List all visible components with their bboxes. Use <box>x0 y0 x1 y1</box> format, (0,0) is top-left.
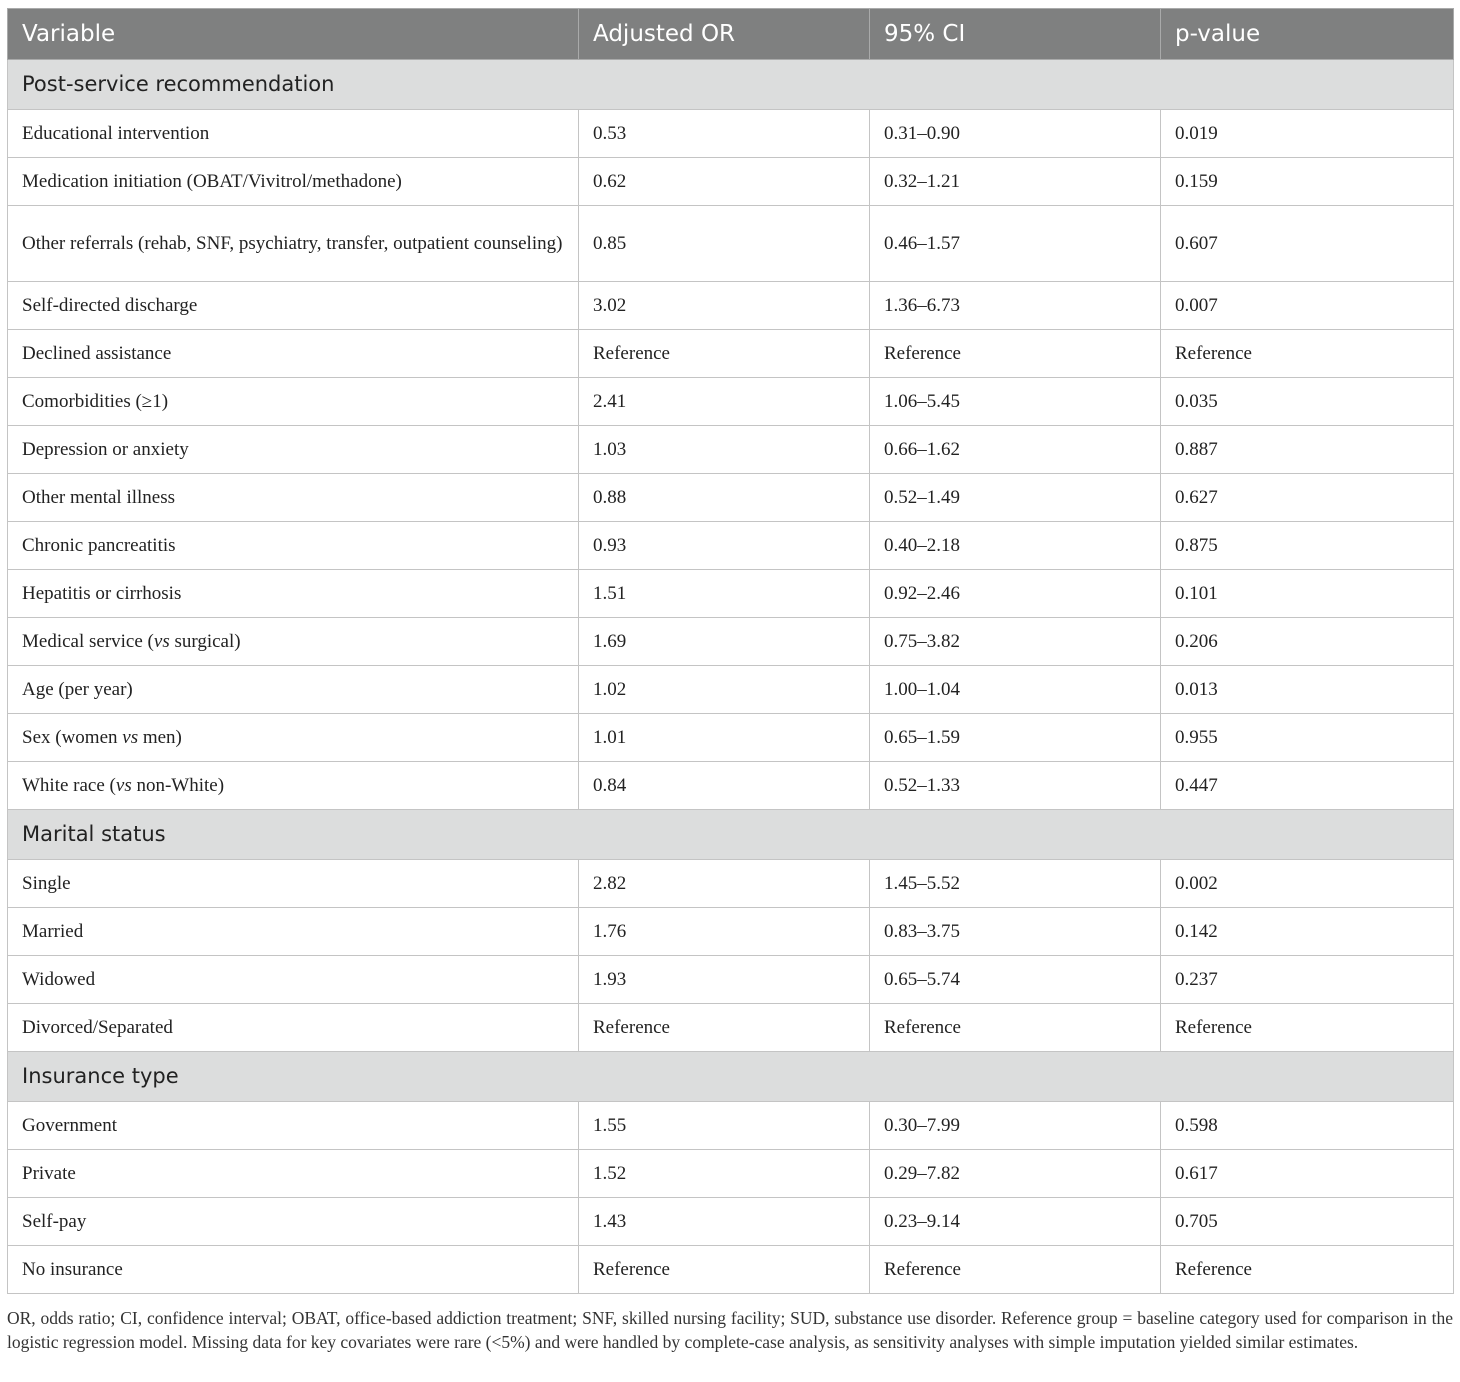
cell-p-value: 0.447 <box>1161 762 1454 810</box>
table-row <box>8 570 1454 618</box>
cell-p-value: 0.617 <box>1161 1150 1454 1198</box>
cell-p-value: 0.035 <box>1161 378 1454 426</box>
table-row <box>8 1198 1454 1246</box>
cell-ci: 0.30–7.99 <box>870 1102 1161 1150</box>
cell-variable: Hepatitis or cirrhosis <box>8 570 579 618</box>
cell-variable: Divorced/Separated <box>8 1004 579 1052</box>
cell-adjusted-or: 0.53 <box>579 110 870 158</box>
cell-variable: Other referrals (rehab, SNF, psychiatry, transfer, outpatient counseling) <box>8 206 579 282</box>
cell-ci: 0.65–5.74 <box>870 956 1161 1004</box>
header-adjusted-or: Adjusted OR <box>579 9 870 60</box>
cell-ci: 1.06–5.45 <box>870 378 1161 426</box>
cell-p-value: 0.955 <box>1161 714 1454 762</box>
cell-variable: Private <box>8 1150 579 1198</box>
cell-ci: Reference <box>870 1246 1161 1294</box>
table-row <box>8 618 1454 666</box>
cell-variable: Depression or anxiety <box>8 426 579 474</box>
cell-ci: 0.75–3.82 <box>870 618 1161 666</box>
cell-adjusted-or: 0.88 <box>579 474 870 522</box>
table-row <box>8 206 1454 282</box>
section-row <box>8 810 1454 860</box>
cell-ci: 0.66–1.62 <box>870 426 1161 474</box>
cell-variable: Government <box>8 1102 579 1150</box>
cell-variable: Widowed <box>8 956 579 1004</box>
cell-p-value: Reference <box>1161 1004 1454 1052</box>
cell-ci: 0.65–1.59 <box>870 714 1161 762</box>
cell-variable: Comorbidities (≥1) <box>8 378 579 426</box>
table-row <box>8 860 1454 908</box>
cell-p-value: 0.598 <box>1161 1102 1454 1150</box>
cell-adjusted-or: 1.52 <box>579 1150 870 1198</box>
cell-p-value: 0.013 <box>1161 666 1454 714</box>
table-row <box>8 378 1454 426</box>
cell-variable: Other mental illness <box>8 474 579 522</box>
cell-adjusted-or: 1.93 <box>579 956 870 1004</box>
table-row <box>8 714 1454 762</box>
cell-ci: 0.46–1.57 <box>870 206 1161 282</box>
table-row <box>8 282 1454 330</box>
table-row <box>8 158 1454 206</box>
cell-adjusted-or: 0.85 <box>579 206 870 282</box>
header-row <box>8 9 1454 60</box>
table-row <box>8 426 1454 474</box>
cell-adjusted-or: 3.02 <box>579 282 870 330</box>
header-ci: 95% CI <box>870 9 1161 60</box>
cell-ci: 0.83–3.75 <box>870 908 1161 956</box>
cell-adjusted-or: 0.93 <box>579 522 870 570</box>
cell-p-value: 0.887 <box>1161 426 1454 474</box>
table-row <box>8 1102 1454 1150</box>
cell-p-value: Reference <box>1161 330 1454 378</box>
header-variable: Variable <box>8 9 579 60</box>
cell-adjusted-or: Reference <box>579 330 870 378</box>
cell-ci: 0.32–1.21 <box>870 158 1161 206</box>
cell-adjusted-or: 1.02 <box>579 666 870 714</box>
cell-variable: White race (vs non-White) <box>8 762 579 810</box>
cell-adjusted-or: 1.01 <box>579 714 870 762</box>
regression-table-container <box>7 8 1453 1294</box>
table-row <box>8 474 1454 522</box>
table-row <box>8 762 1454 810</box>
cell-variable: No insurance <box>8 1246 579 1294</box>
cell-adjusted-or: Reference <box>579 1004 870 1052</box>
cell-adjusted-or: 2.82 <box>579 860 870 908</box>
cell-ci: 0.29–7.82 <box>870 1150 1161 1198</box>
cell-ci: 0.52–1.33 <box>870 762 1161 810</box>
cell-p-value: 0.159 <box>1161 158 1454 206</box>
header-p-value: p-value <box>1161 9 1454 60</box>
cell-p-value: 0.101 <box>1161 570 1454 618</box>
table-row <box>8 330 1454 378</box>
cell-variable: Married <box>8 908 579 956</box>
cell-variable: Educational intervention <box>8 110 579 158</box>
cell-adjusted-or: 1.76 <box>579 908 870 956</box>
cell-adjusted-or: 1.69 <box>579 618 870 666</box>
cell-variable: Self-directed discharge <box>8 282 579 330</box>
cell-ci: 1.00–1.04 <box>870 666 1161 714</box>
cell-variable: Single <box>8 860 579 908</box>
cell-p-value: 0.237 <box>1161 956 1454 1004</box>
cell-p-value: 0.875 <box>1161 522 1454 570</box>
cell-adjusted-or: 0.84 <box>579 762 870 810</box>
cell-adjusted-or: 2.41 <box>579 378 870 426</box>
table-row <box>8 666 1454 714</box>
cell-variable: Chronic pancreatitis <box>8 522 579 570</box>
cell-ci: 0.52–1.49 <box>870 474 1161 522</box>
cell-ci: 0.23–9.14 <box>870 1198 1161 1246</box>
section-row <box>8 1052 1454 1102</box>
cell-p-value: 0.142 <box>1161 908 1454 956</box>
cell-p-value: Reference <box>1161 1246 1454 1294</box>
cell-adjusted-or: 1.51 <box>579 570 870 618</box>
cell-p-value: 0.705 <box>1161 1198 1454 1246</box>
table-row <box>8 1246 1454 1294</box>
regression-table <box>7 8 1454 1294</box>
table-row <box>8 1150 1454 1198</box>
table-row <box>8 110 1454 158</box>
cell-p-value: 0.007 <box>1161 282 1454 330</box>
cell-adjusted-or: 1.55 <box>579 1102 870 1150</box>
cell-ci: 1.45–5.52 <box>870 860 1161 908</box>
cell-ci: 0.92–2.46 <box>870 570 1161 618</box>
table-footnote: OR, odds ratio; CI, confidence interval; OBAT, office-based addiction treatment; SNF, skilled nursing facility; SUD, substance use disorder. Reference group = baseline category used for comparison in the logistic regression model. Missing data for key covariates were rare (<5%) and were handled by complete-case analysis, as sensitivity analyses with simple imputation yielded similar estimates. <box>7 1308 1453 1352</box>
cell-ci: 1.36–6.73 <box>870 282 1161 330</box>
table-row <box>8 908 1454 956</box>
cell-variable: Medication initiation (OBAT/Vivitrol/methadone) <box>8 158 579 206</box>
section-row <box>8 60 1454 110</box>
table-body <box>8 60 1454 1294</box>
cell-ci: Reference <box>870 330 1161 378</box>
section-label: Insurance type <box>8 1052 1454 1102</box>
cell-variable: Medical service (vs surgical) <box>8 618 579 666</box>
cell-variable: Self-pay <box>8 1198 579 1246</box>
cell-p-value: 0.607 <box>1161 206 1454 282</box>
cell-variable: Declined assistance <box>8 330 579 378</box>
table-row <box>8 522 1454 570</box>
cell-adjusted-or: 0.62 <box>579 158 870 206</box>
cell-ci: 0.40–2.18 <box>870 522 1161 570</box>
cell-p-value: 0.627 <box>1161 474 1454 522</box>
table-row <box>8 956 1454 1004</box>
cell-variable: Age (per year) <box>8 666 579 714</box>
cell-ci: Reference <box>870 1004 1161 1052</box>
cell-p-value: 0.002 <box>1161 860 1454 908</box>
cell-adjusted-or: 1.03 <box>579 426 870 474</box>
cell-p-value: 0.206 <box>1161 618 1454 666</box>
section-label: Marital status <box>8 810 1454 860</box>
cell-adjusted-or: 1.43 <box>579 1198 870 1246</box>
cell-p-value: 0.019 <box>1161 110 1454 158</box>
table-row <box>8 1004 1454 1052</box>
cell-adjusted-or: Reference <box>579 1246 870 1294</box>
cell-ci: 0.31–0.90 <box>870 110 1161 158</box>
cell-variable: Sex (women vs men) <box>8 714 579 762</box>
section-label: Post-service recommendation <box>8 60 1454 110</box>
